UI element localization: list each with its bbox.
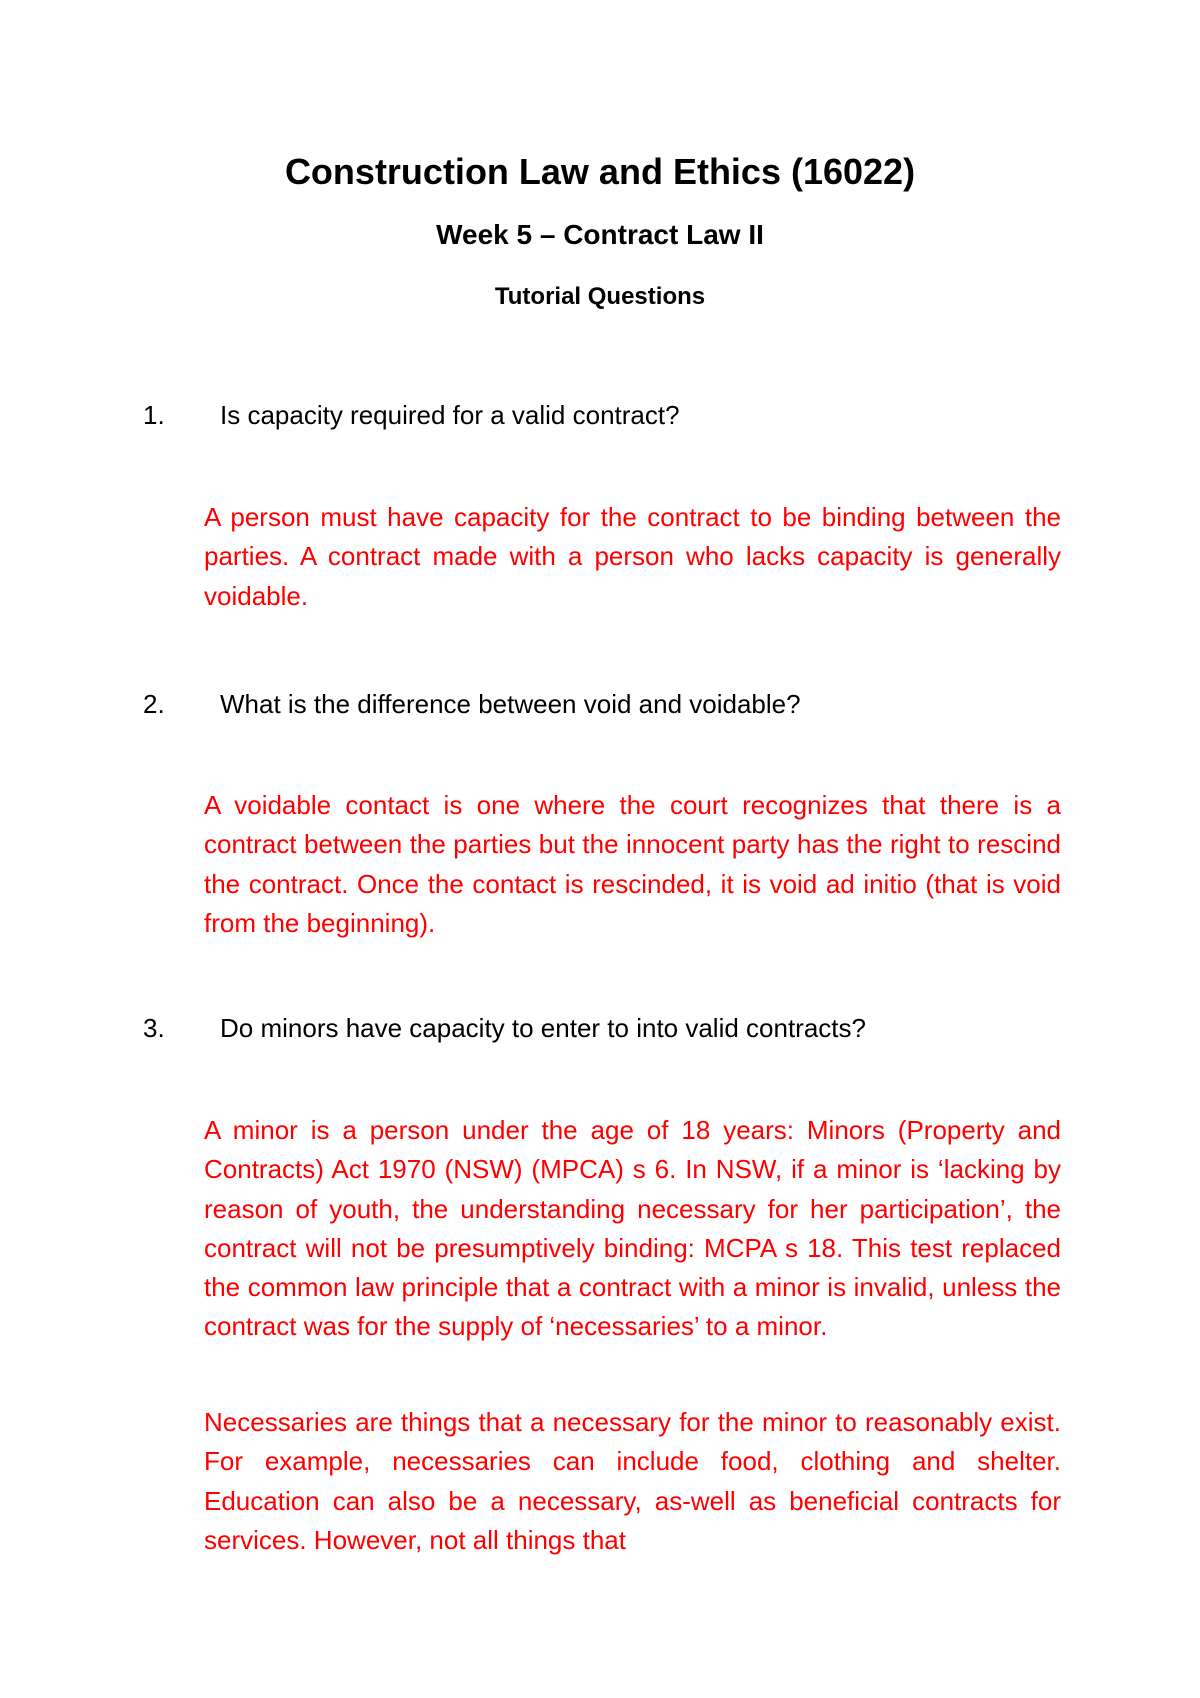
answer-1: A person must have capacity for the contract to be binding between the parties. A contract made with a person who lacks capacity is generally voidable.	[204, 502, 1061, 611]
answer-3-paragraph-2: Necessaries are things that a necessary for the minor to reasonably exist. For example, necessaries can include food, clothing and shelter. Education can also be a necessary, as-well as beneficial contracts for services. However, not all things that	[204, 1407, 1061, 1555]
question-number: 2.	[143, 689, 165, 719]
section-heading: Tutorial Questions	[494, 283, 706, 310]
question-2	[143, 687, 1063, 721]
question-number: 3.	[143, 1013, 165, 1043]
document-subtitle: Week 5 – Contract Law II	[436, 219, 764, 250]
answer-2: A voidable contact is one where the court recognizes that there is a contract between the parties but the innocent party has the right to rescind the contract. Once the contact is rescinded, it is void ad initio (that is void from the beginning).	[204, 790, 1061, 938]
question-text: What is the difference between void and voidable?	[220, 689, 801, 719]
question-number: 1.	[143, 400, 165, 430]
question-3	[143, 1011, 1063, 1045]
question-1	[143, 398, 1063, 432]
question-text: Do minors have capacity to enter to into valid contracts?	[220, 1013, 866, 1043]
question-text: Is capacity required for a valid contract?	[220, 400, 680, 430]
answer-3-paragraph-1: A minor is a person under the age of 18 years: Minors (Property and Contracts) Act 1970 (NSW) (MPCA) s 6. In NSW, if a minor is ‘lacking by reason of youth, the understanding necessary for her participation’, the contract will not be presumptively binding: MCPA s 18. This test replaced the common law principle that a contract with a minor is invalid, unless the contract was for the supply of ‘necessaries’ to a minor.	[204, 1115, 1061, 1342]
document-title: Construction Law and Ethics (16022)	[284, 151, 916, 192]
